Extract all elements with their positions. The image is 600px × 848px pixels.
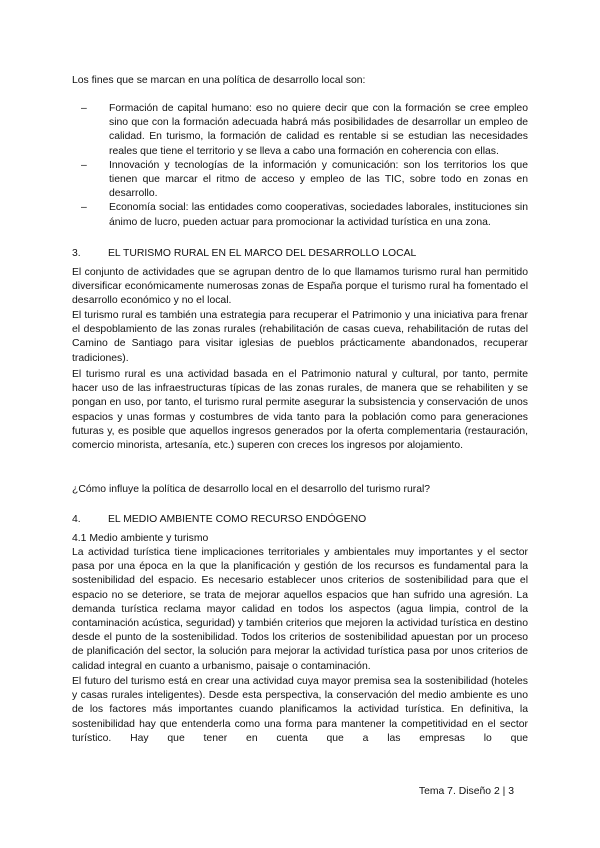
question: ¿Cómo influye la política de desarrollo local en el desarrollo del turismo rural? [72, 484, 431, 495]
paragraph: La actividad turística tiene implicaciones territoriales y ambientales muy importantes y el sector pasa por una época en la que la planificación y gestión de los recursos es fundamental para la sostenibilidad del espacio. Es necesario establecer unos criterios de sostenibilidad para que el espacio no se deteriore, se trata de mejorar aquellos espacios que han sufrido una agresión. La demanda turística reclama mayor calidad en todos los aspectos (agua limpia, control de la contaminación acústica, seguridad) y también criterios que mejoren la actividad turística en destino desde el punto de la sostenibilidad. Todos los criterios de sostenibilidad apuestan por un proceso de planificación del sector, la solución para mejorar la actividad turística pasa por unos criterios de calidad integral en cuanto a urbanismo, paisaje o contaminación. [72, 547, 528, 672]
bullet-dash: – [81, 202, 87, 214]
goals-list [72, 102, 528, 230]
list-item: – Economía social: las entidades como cooperativas, sociedades laborales, instituciones sin ánimo de lucro, pueden actuar para promocionar la actividad turística en una zona. [81, 202, 528, 228]
paragraph: El futuro del turismo está en crear una actividad cuya mayor premisa sea la sostenibilidad (hoteles y casas rurales inteligentes). Desde esta perspectiva, la conservación del medio ambiente es uno de los factores más importantes cuando planificamos la actividad turística. En definitiva, la sostenibilidad hay que entenderla como una forma para mantener la competitividad en el sector turístico. Hay que tener en cuenta que a las empresas lo que [72, 676, 528, 744]
list-item: – Innovación y tecnologías de la información y comunicación: son los territorios los que tienen que marcar el ritmo de acceso y empleo de las TIC, sobre todo en zonas en desarrollo. [81, 159, 528, 200]
bullet-dash: – [81, 159, 87, 171]
section-3-heading [72, 247, 416, 261]
section-title: EL TURISMO RURAL EN EL MARCO DEL DESARROLLO LOCAL [108, 248, 417, 259]
intro-paragraph: Los fines que se marcan en una política de desarrollo local son: [72, 75, 366, 86]
subsection-title: 4.1 Medio ambiente y turismo [72, 533, 209, 544]
paragraph: El turismo rural es también una estrategia para recuperar el Patrimonio y una iniciativa para frenar el despoblamiento de las zonas rurales (rehabilitación de casas cueva, rehabilitación de rutas del Camino de Santiago para visitar iglesias de pueblos prácticamente abandonados, recuperar tradiciones). [72, 310, 528, 364]
page-footer: Tema 7. Diseño 2 | 3 [418, 786, 514, 797]
paragraph: El conjunto de actividades que se agrupan dentro de lo que llamamos turismo rural han permitido diversificar económicamente numerosas zonas de España porque el turismo rural ha fomentado el desarrollo económico y no el local. [72, 267, 528, 307]
section-number: 3. [72, 248, 81, 259]
section-number: 4. [72, 514, 81, 525]
paragraph: El turismo rural es una actividad basada en el Patrimonio natural y cultural, por tanto, permite hacer uso de las infraestructuras típicas de las zonas rurales, de manera que se rehabiliten y se pongan en uso, por tanto, el turismo rural permite asegurar la subsistencia y conservación de unos espacios y unas formas y costumbres de vida tanto para la población como para generaciones futuras y, es posible que aquellos ingresos generados por la oferta complementaria (restauración, comercio minorista, artesanía, etc.) superen con creces los ingresos por alojamiento. [72, 369, 528, 452]
section-title: EL MEDIO AMBIENTE COMO RECURSO ENDÓGENO [108, 514, 367, 525]
section-4-heading [72, 513, 366, 527]
bullet-dash: – [81, 103, 87, 114]
list-item: – Formación de capital humano: eso no quiere decir que con la formación se cree empleo sino que con la formación adecuada habrá más posibilidades de desarrollar un empleo de calidad. En turismo, la formación de calidad es rentable si se estudian las necesidades reales que tiene el territorio y se lleva a cabo una formación en coherencia con ellas. [81, 103, 528, 157]
